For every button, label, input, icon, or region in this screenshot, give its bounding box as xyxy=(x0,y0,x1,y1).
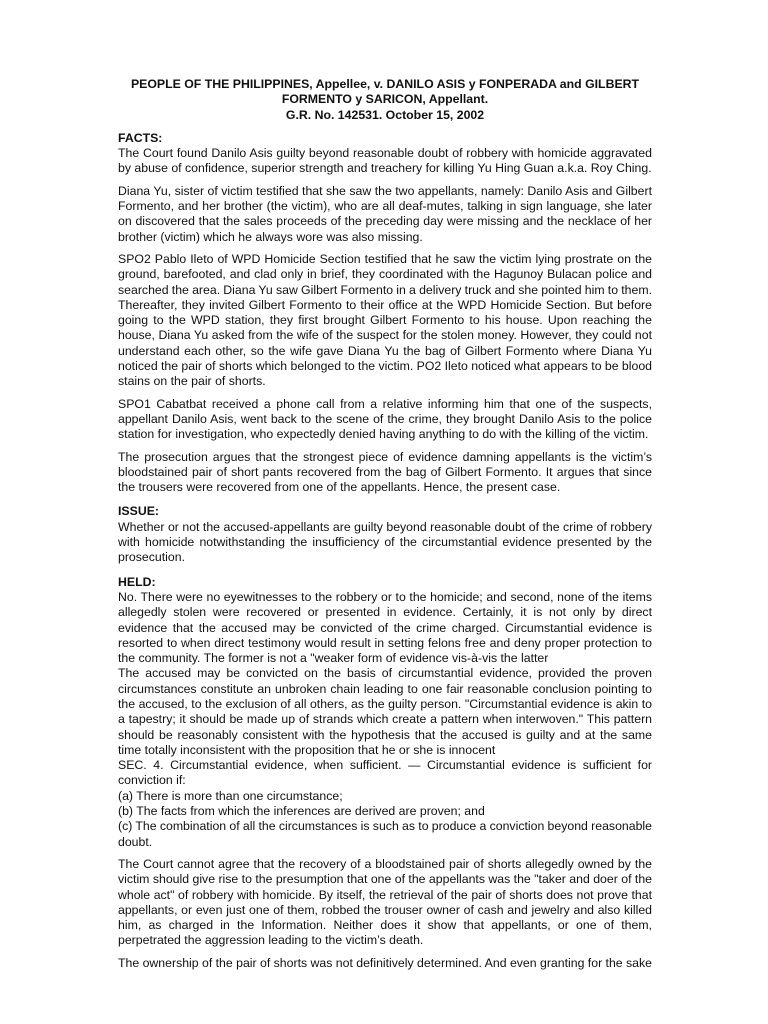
text-line: (c) The combination of all the circumstances is such as to produce a conviction beyond reasonable xyxy=(118,819,652,834)
text-line: station for investigation, who expectedly denied having anything to do with the killing of the victim. xyxy=(118,427,649,442)
text-line: circumstances constitute an unbroken chain leading to one fair reasonable conclusion pointing to xyxy=(118,681,652,696)
held-paragraph xyxy=(118,857,652,949)
text-line: the accused, to the exclusion of all others, as the guilty person. "Circumstantial evidence is akin to xyxy=(118,696,652,711)
text-line: prosecution. xyxy=(118,550,185,565)
text-line: the trousers were recovered from one of the appellants. Hence, the present case. xyxy=(118,480,561,495)
text-line: him, as charged in the Information. Neither does it show that appellants, or one of them, xyxy=(118,918,652,933)
held-paragraph xyxy=(118,590,652,666)
text-line: the community. The former is not a "weaker form of evidence vis-à-vis the latter xyxy=(118,651,549,666)
text-line: whole act" of robbery with homicide. By itself, the retrieval of the pair of shorts does not prove that xyxy=(118,887,652,902)
text-line: searched the area. Diana Yu saw Gilbert Formento in a delivery truck and she pointed him to them. xyxy=(118,282,652,297)
held-section xyxy=(118,590,652,971)
text-line: (a) There is more than one circumstance; xyxy=(118,788,343,803)
text-line: resorted to when direct testimony would result in setting felons free and deny proper protection to xyxy=(118,635,652,650)
text-line: SEC. 4. Circumstantial evidence, when sufficient. — Circumstantial evidence is sufficient for xyxy=(118,758,652,773)
text-line: Formento, and her brother (the victim), who are all deaf-mutes, talking in sign language, she later xyxy=(118,199,652,214)
text-line: stains on the pair of shorts. xyxy=(118,374,266,389)
text-line: house, Diana Yu asked from the wife of the suspect for the stolen money. However, they could not xyxy=(118,328,652,343)
text-line: doubt. xyxy=(118,834,153,849)
document-page xyxy=(118,77,652,971)
issue-paragraph xyxy=(118,520,652,566)
text-line: The Court found Danilo Asis guilty beyond reasonable doubt of robbery with homicide aggravated xyxy=(118,146,652,161)
text-line: understand each other, so the wife gave Diana Yu the bag of Gilbert Formento where Diana Yu xyxy=(118,343,652,358)
text-line: on discovered that the sales proceeds of the preceding day were missing and the necklace of her xyxy=(118,214,652,229)
text-line: should be reasonably consistent with the hypothesis that the accused is guilty and at the same xyxy=(118,727,652,742)
held-paragraph xyxy=(118,789,652,804)
text-line: allegedly stolen were recovered or presented in evidence. Certainly, it is not only by direct xyxy=(118,605,652,620)
held-paragraph xyxy=(118,956,652,971)
text-line: Diana Yu, sister of victim testified that she saw the two appellants, namely: Danilo Asis and Gilbert xyxy=(118,183,652,198)
text-line: victim should give rise to the presumption that one of the appellants was the "taker and doer of the xyxy=(118,872,652,887)
text-line: SPO1 Cabatbat received a phone call from a relative informing him that one of the suspects, xyxy=(118,396,652,411)
text-line: Thereafter, they invited Gilbert Formento to their office at the WPD Homicide Section. But before xyxy=(118,297,652,312)
text-line: bloodstained pair of short pants recovered from the bag of Gilbert Formento. It argues that since xyxy=(118,464,652,479)
held-paragraph xyxy=(118,819,652,850)
text-line: The prosecution argues that the strongest piece of evidence damning appellants is the victim’s xyxy=(118,449,652,464)
held-paragraph xyxy=(118,666,652,758)
facts-paragraph xyxy=(118,184,652,245)
text-line: appellants, or even just one of them, robbed the trouser owner of cash and jewelry and also killed xyxy=(118,902,652,917)
text-line: The ownership of the pair of shorts was not definitively determined. And even granting for the sake xyxy=(118,955,652,970)
held-paragraph xyxy=(118,804,652,819)
facts-paragraph xyxy=(118,146,652,177)
facts-heading: FACTS: xyxy=(118,130,163,145)
text-line: with homicide notwithstanding the insufficiency of the circumstantial evidence presented by the xyxy=(118,535,652,550)
text-line: perpetrated the aggression leading to the victim’s death. xyxy=(118,933,424,948)
text-line: appellant Danilo Asis, went back to the scene of the crime, they brought Danilo Asis to the police xyxy=(118,411,652,426)
text-line: ground, barefooted, and clad only in brief, they coordinated with the Hagunoy Bulacan police and xyxy=(118,267,652,282)
text-line: noticed the pair of shorts which belonged to the victim. PO2 Ileto noticed what appears to be blood xyxy=(118,359,652,374)
text-line: by abuse of confidence, superior strength and treachery for killing Yu Hing Guan a.k.a. Roy Ching. xyxy=(118,161,652,176)
case-title xyxy=(118,77,652,123)
text-line: brother (victim) which he always wore was also missing. xyxy=(118,229,423,244)
issue-section xyxy=(118,520,652,566)
case-title-line: PEOPLE OF THE PHILIPPINES, Appellee, v. DANILO ASIS y FONPERADA and GILBERT xyxy=(130,77,640,91)
held-paragraph xyxy=(118,758,652,789)
text-line: No. There were no eyewitnesses to the robbery or to the homicide; and second, none of the items xyxy=(118,589,652,604)
text-line: time totally inconsistent with the proposition that he or she is innocent xyxy=(118,742,496,757)
text-line: The accused may be convicted on the basis of circumstantial evidence, provided the proven xyxy=(118,666,652,681)
text-line: a tapestry; it should be made up of strands which create a pattern when interwoven." This pattern xyxy=(118,712,652,727)
facts-section xyxy=(118,146,652,495)
case-title-line: FORMENTO y SARICON, Appellant. xyxy=(281,92,489,107)
text-line: SPO2 Pablo Ileto of WPD Homicide Section testified that he saw the victim lying prostrate on the xyxy=(118,251,652,266)
case-citation: G.R. No. 142531. October 15, 2002 xyxy=(285,107,485,122)
facts-paragraph xyxy=(118,252,652,390)
text-line: Whether or not the accused-appellants are guilty beyond reasonable doubt of the crime of robbery xyxy=(118,519,652,534)
issue-heading: ISSUE: xyxy=(118,504,159,519)
text-line: (b) The facts from which the inferences are derived are proven; and xyxy=(118,804,485,819)
text-line: evidence that the accused may be convicted of the crime charged. Circumstantial evidence is xyxy=(118,620,652,635)
facts-paragraph xyxy=(118,450,652,496)
facts-paragraph xyxy=(118,397,652,443)
text-line: conviction if: xyxy=(118,773,186,788)
text-line: going to the WPD station, they first brought Gilbert Formento to his house. Upon reaching the xyxy=(118,313,652,328)
held-heading: HELD: xyxy=(118,574,156,589)
text-line: The Court cannot agree that the recovery of a bloodstained pair of shorts allegedly owned by the xyxy=(118,856,652,871)
